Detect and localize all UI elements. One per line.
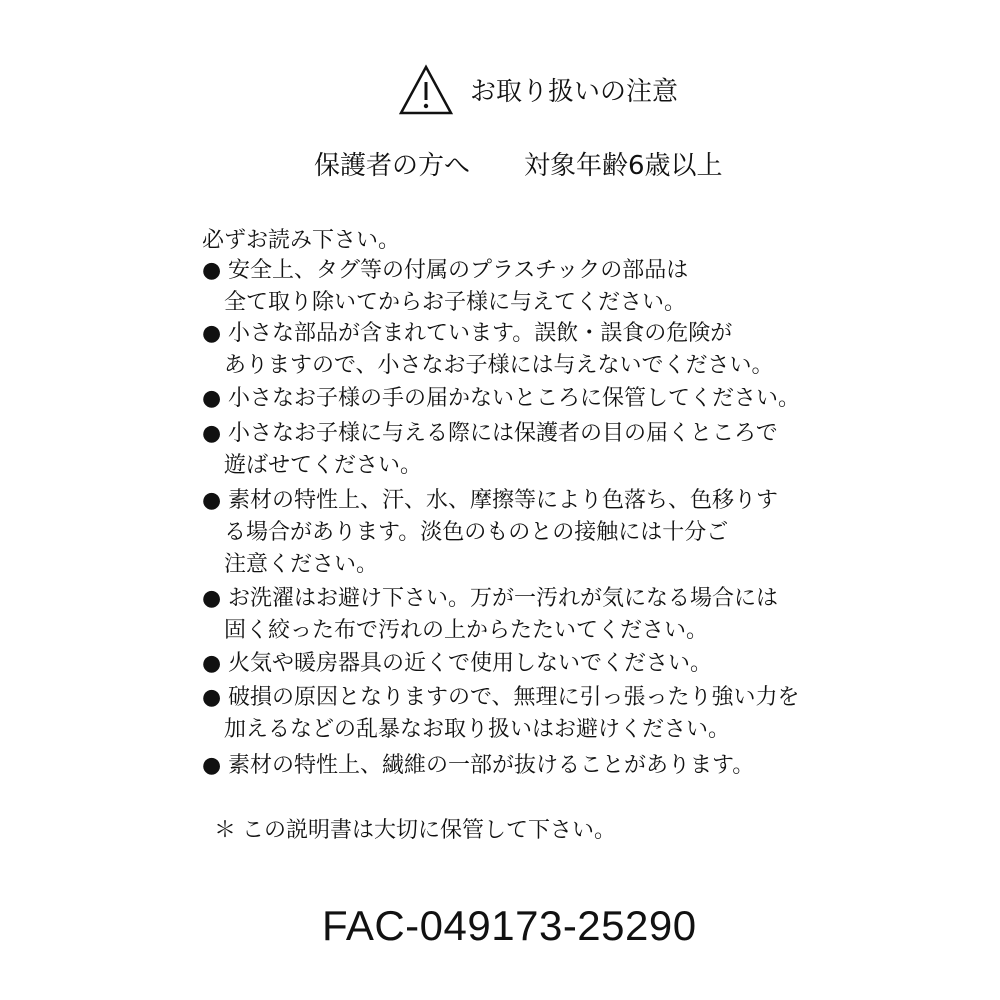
bullet-icon: ● — [202, 753, 222, 778]
caution-item — [202, 383, 800, 415]
caution-text: 安全上、タグ等の付属のプラスチックの部品は — [228, 258, 689, 283]
caution-line — [202, 648, 712, 680]
caution-line — [202, 714, 800, 746]
caution-text: 注意ください。 — [224, 552, 379, 577]
bullet-icon: ● — [202, 651, 222, 676]
caution-item — [202, 255, 688, 319]
caution-item — [202, 418, 778, 482]
caution-text: 小さなお子様の手の届かないところに保管してください。 — [228, 386, 801, 411]
caution-text: 小さなお子様に与える際には保護者の目の届くところで — [228, 421, 778, 446]
caution-line — [202, 583, 778, 615]
target-age: 対象年齢6歳以上 — [524, 151, 723, 181]
caution-text: 小さな部品が含まれています。誤飲・誤食の危険が — [228, 321, 733, 346]
bullet-icon: ● — [202, 258, 222, 283]
caution-line — [202, 450, 778, 482]
caution-line — [202, 255, 688, 287]
caution-text: ありますので、小さなお子様には与えないでください。 — [224, 353, 774, 378]
caution-text: 固く絞った布で汚れの上からたたいてください。 — [224, 618, 709, 643]
caution-item — [202, 583, 778, 647]
caution-line — [202, 350, 774, 382]
bullet-icon: ● — [202, 488, 222, 513]
caution-text: 加えるなどの乱暴なお取り扱いはお避けください。 — [224, 717, 731, 742]
caution-line — [202, 682, 800, 714]
caution-line — [202, 383, 800, 415]
note-text: この説明書は大切に保管して下さい。 — [242, 818, 617, 843]
caution-item — [202, 318, 774, 382]
caution-text: 火気や暖房器具の近くで使用しないでください。 — [228, 651, 713, 676]
caution-text: お洗濯はお避け下さい。万が一汚れが気になる場合には — [228, 586, 779, 611]
caution-text: る場合があります。淡色のものとの接触には十分ご — [224, 520, 729, 545]
page-title: お取り扱いの注意 — [470, 77, 679, 107]
guardian-notice: 保護者の方へ — [314, 151, 471, 181]
caution-line — [202, 517, 778, 549]
caution-item — [202, 485, 778, 581]
warning-triangle-icon — [398, 64, 454, 116]
caution-line — [202, 318, 774, 350]
bullet-icon: ● — [202, 421, 222, 446]
header — [0, 62, 1000, 122]
caution-item — [202, 682, 800, 746]
caution-line — [202, 750, 754, 782]
caution-line — [202, 485, 778, 517]
bullet-icon: ● — [202, 386, 222, 411]
product-code: FAC-049173-25290 — [322, 902, 697, 949]
keep-manual-note — [214, 815, 616, 847]
caution-text: 全て取り除いてからお子様に与えてください。 — [224, 290, 687, 315]
caution-text: 遊ばせてください。 — [224, 453, 423, 478]
caution-line — [202, 615, 778, 647]
caution-item — [202, 648, 712, 680]
intro-text: 必ずお読み下さい。 — [202, 228, 401, 253]
caution-line — [202, 549, 778, 581]
bullet-icon: ● — [202, 586, 222, 611]
caution-line — [202, 418, 778, 450]
bullet-icon: ● — [202, 685, 222, 710]
caution-text: 破損の原因となりますので、無理に引っ張ったり強い力を — [228, 685, 800, 710]
note-marker: ＊ — [214, 818, 237, 843]
caution-item — [202, 750, 754, 782]
bullet-icon: ● — [202, 321, 222, 346]
caution-text: 素材の特性上、汗、水、摩擦等により色落ち、色移りす — [228, 488, 779, 513]
caution-text: 素材の特性上、繊維の一部が抜けることがあります。 — [228, 753, 755, 778]
caution-line — [202, 287, 688, 319]
